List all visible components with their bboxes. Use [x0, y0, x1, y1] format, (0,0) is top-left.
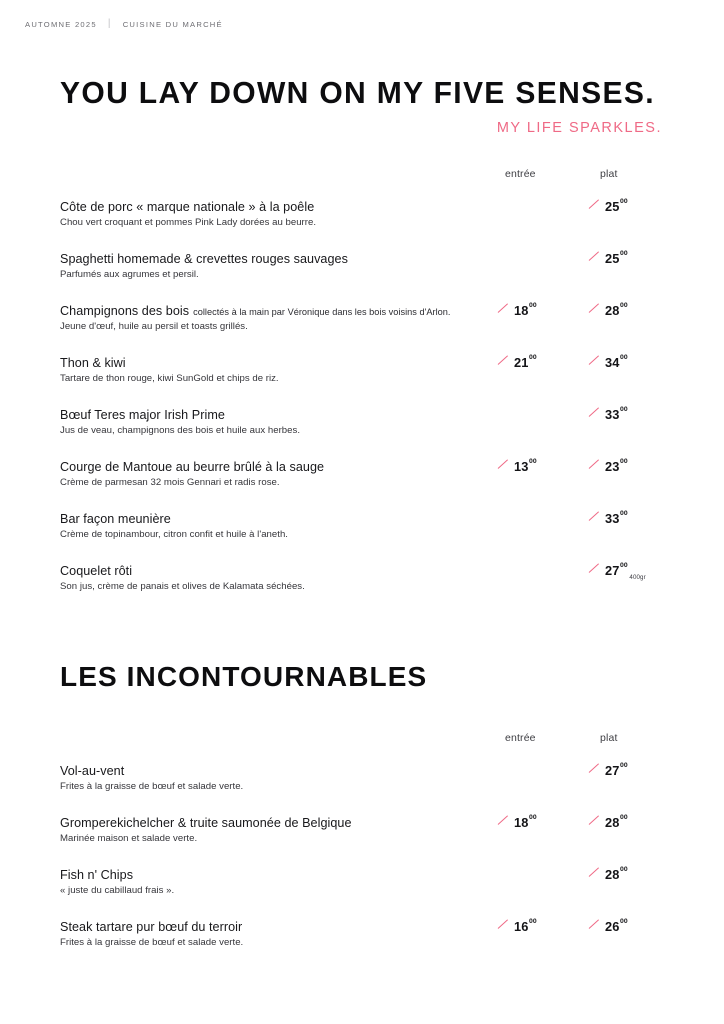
menu-item: [0, 200, 724, 244]
price-cents: 00: [619, 762, 628, 769]
section-title-classics: LES INCONTOURNABLES: [60, 661, 428, 692]
menu-item-inline-note: collectés à la main par Véronique dans les bois voisins d'Arlon.: [193, 307, 451, 317]
price-plat: [588, 408, 627, 421]
column-headers: [0, 168, 724, 186]
menu-item-name: Coquelet rôti: [60, 564, 133, 578]
price-cents: 00: [619, 406, 628, 413]
price-slash-icon: [497, 817, 510, 830]
menu-item-list: [0, 764, 724, 964]
price-plat: [588, 252, 627, 265]
price-cents: 00: [619, 866, 628, 873]
price-entree: [497, 356, 536, 369]
menu-item: [0, 512, 724, 556]
menu-item-description: Crème de parmesan 32 mois Gennari et radis rose.: [60, 477, 280, 488]
menu-item: [0, 920, 724, 964]
price-cents: 00: [619, 458, 628, 465]
price-cents: 00: [528, 354, 537, 361]
menu-item-description: Tartare de thon rouge, kiwi SunGold et chips de riz.: [60, 373, 279, 384]
price-weight-note: 400gr: [629, 574, 646, 582]
price-slash-icon: [588, 461, 601, 474]
menu-item-name: Thon & kiwi: [60, 356, 126, 370]
menu-item-name: Gromperekichelcher & truite saumonée de Belgique: [60, 816, 352, 830]
price-entree: [497, 304, 536, 317]
price-slash-icon: [588, 817, 601, 830]
price-amount: 18: [514, 303, 529, 318]
menu-item-name: Bœuf Teres major Irish Prime: [60, 408, 225, 422]
menu-item: [0, 356, 724, 400]
menu-item-name: Spaghetti homemade & crevettes rouges sauvages: [60, 252, 348, 266]
menu-item-name: Champignons des bois collectés à la main par Véronique dans les bois voisins d'Arlon.: [60, 304, 451, 318]
price-cents: 00: [619, 510, 628, 517]
price-slash-icon: [588, 253, 601, 266]
price-entree: [497, 920, 536, 933]
price-cents: 00: [619, 918, 628, 925]
hero-block: [60, 78, 662, 135]
price-slash-icon: [497, 461, 510, 474]
menu-section-courses: [0, 168, 724, 608]
price-slash-icon: [588, 765, 601, 778]
column-header-plat: plat: [600, 168, 618, 180]
price-plat: [588, 920, 627, 933]
page-subtitle: MY LIFE SPARKLES.: [496, 119, 662, 136]
price-amount: 18: [514, 815, 529, 830]
price-amount: 21: [514, 355, 529, 370]
menu-item-description: « juste du cabillaud frais ».: [60, 885, 175, 896]
column-header-entree: entrée: [505, 168, 536, 180]
menu-item: [0, 252, 724, 296]
price-cents: 00: [619, 250, 628, 257]
price-slash-icon: [588, 565, 601, 578]
price-amount: 27: [605, 563, 620, 578]
menu-item: [0, 868, 724, 912]
cuisine-type-label: CUISINE DU MARCHÉ: [122, 19, 223, 29]
price-cents: 00: [619, 198, 628, 205]
menu-item-description: Crème de topinambour, citron confit et huile à l'aneth.: [60, 529, 288, 540]
price-slash-icon: [497, 357, 510, 370]
price-cents: 00: [528, 458, 537, 465]
menu-item-description: Marinée maison et salade verte.: [60, 833, 198, 844]
price-amount: 16: [514, 919, 529, 934]
price-amount: 27: [605, 763, 620, 778]
menu-item: [0, 460, 724, 504]
price-plat: [588, 460, 627, 473]
menu-item-name: Steak tartare pur bœuf du terroir: [60, 920, 243, 934]
price-plat: [588, 512, 627, 525]
price-slash-icon: [497, 305, 510, 318]
menu-item-description: Jus de veau, champignons des bois et huile aux herbes.: [60, 425, 301, 436]
price-plat: [588, 562, 646, 582]
price-plat: [588, 356, 627, 369]
menu-item-description: Frites à la graisse de bœuf et salade verte.: [60, 781, 244, 792]
price-slash-icon: [588, 869, 601, 882]
menu-item-description: Parfumés aux agrumes et persil.: [60, 269, 199, 280]
price-plat: [588, 764, 627, 777]
menu-item: [0, 408, 724, 452]
price-amount: 28: [605, 867, 620, 882]
price-plat: [588, 304, 627, 317]
menu-item-description: Frites à la graisse de bœuf et salade verte.: [60, 937, 244, 948]
column-header-entree: entrée: [505, 732, 536, 744]
menu-item: [0, 304, 724, 348]
menu-item-description: Jeune d'œuf, huile au persil et toasts grillés.: [60, 321, 248, 332]
price-slash-icon: [588, 357, 601, 370]
price-amount: 34: [605, 355, 620, 370]
price-slash-icon: [588, 513, 601, 526]
price-cents: 00: [528, 814, 537, 821]
page-title: YOU LAY DOWN ON MY FIVE SENSES.: [60, 76, 655, 110]
price-cents: 00: [619, 302, 628, 309]
menu-item: [0, 764, 724, 808]
price-slash-icon: [588, 409, 601, 422]
price-plat: [588, 200, 627, 213]
price-cents: 00: [619, 354, 628, 361]
price-amount: 28: [605, 303, 620, 318]
price-amount: 23: [605, 459, 620, 474]
eyebrow-separator: |: [107, 17, 112, 29]
price-cents: 00: [619, 562, 628, 569]
price-plat: [588, 816, 627, 829]
price-entree: [497, 816, 536, 829]
price-cents: 00: [619, 814, 628, 821]
price-amount: 26: [605, 919, 620, 934]
menu-item-name: Vol-au-vent: [60, 764, 125, 778]
menu-item-description: Son jus, crème de panais et olives de Kalamata séchées.: [60, 581, 305, 592]
column-header-plat: plat: [600, 732, 618, 744]
menu-item-description: Chou vert croquant et pommes Pink Lady dorées au beurre.: [60, 217, 317, 228]
menu-item-name: Côte de porc « marque nationale » à la poêle: [60, 200, 315, 214]
price-amount: 33: [605, 407, 620, 422]
price-cents: 00: [528, 302, 537, 309]
menu-item: [0, 564, 724, 608]
price-slash-icon: [497, 921, 510, 934]
price-amount: 13: [514, 459, 529, 474]
menu-item: [0, 816, 724, 860]
price-amount: 33: [605, 511, 620, 526]
menu-item-name: Courge de Mantoue au beurre brûlé à la sauge: [60, 460, 325, 474]
price-cents: 00: [528, 918, 537, 925]
price-slash-icon: [588, 305, 601, 318]
price-amount: 25: [605, 251, 620, 266]
price-plat: [588, 868, 627, 881]
header-eyebrow: [25, 19, 223, 29]
price-slash-icon: [588, 921, 601, 934]
menu-item-name: Fish n' Chips: [60, 868, 134, 882]
menu-section-classics: [0, 663, 724, 964]
column-headers: [0, 732, 724, 750]
price-amount: 25: [605, 199, 620, 214]
price-amount: 28: [605, 815, 620, 830]
price-entree: [497, 460, 536, 473]
price-slash-icon: [588, 201, 601, 214]
menu-item-list: [0, 200, 724, 608]
menu-item-name: Bar façon meunière: [60, 512, 171, 526]
season-label: AUTOMNE 2025: [25, 19, 97, 29]
